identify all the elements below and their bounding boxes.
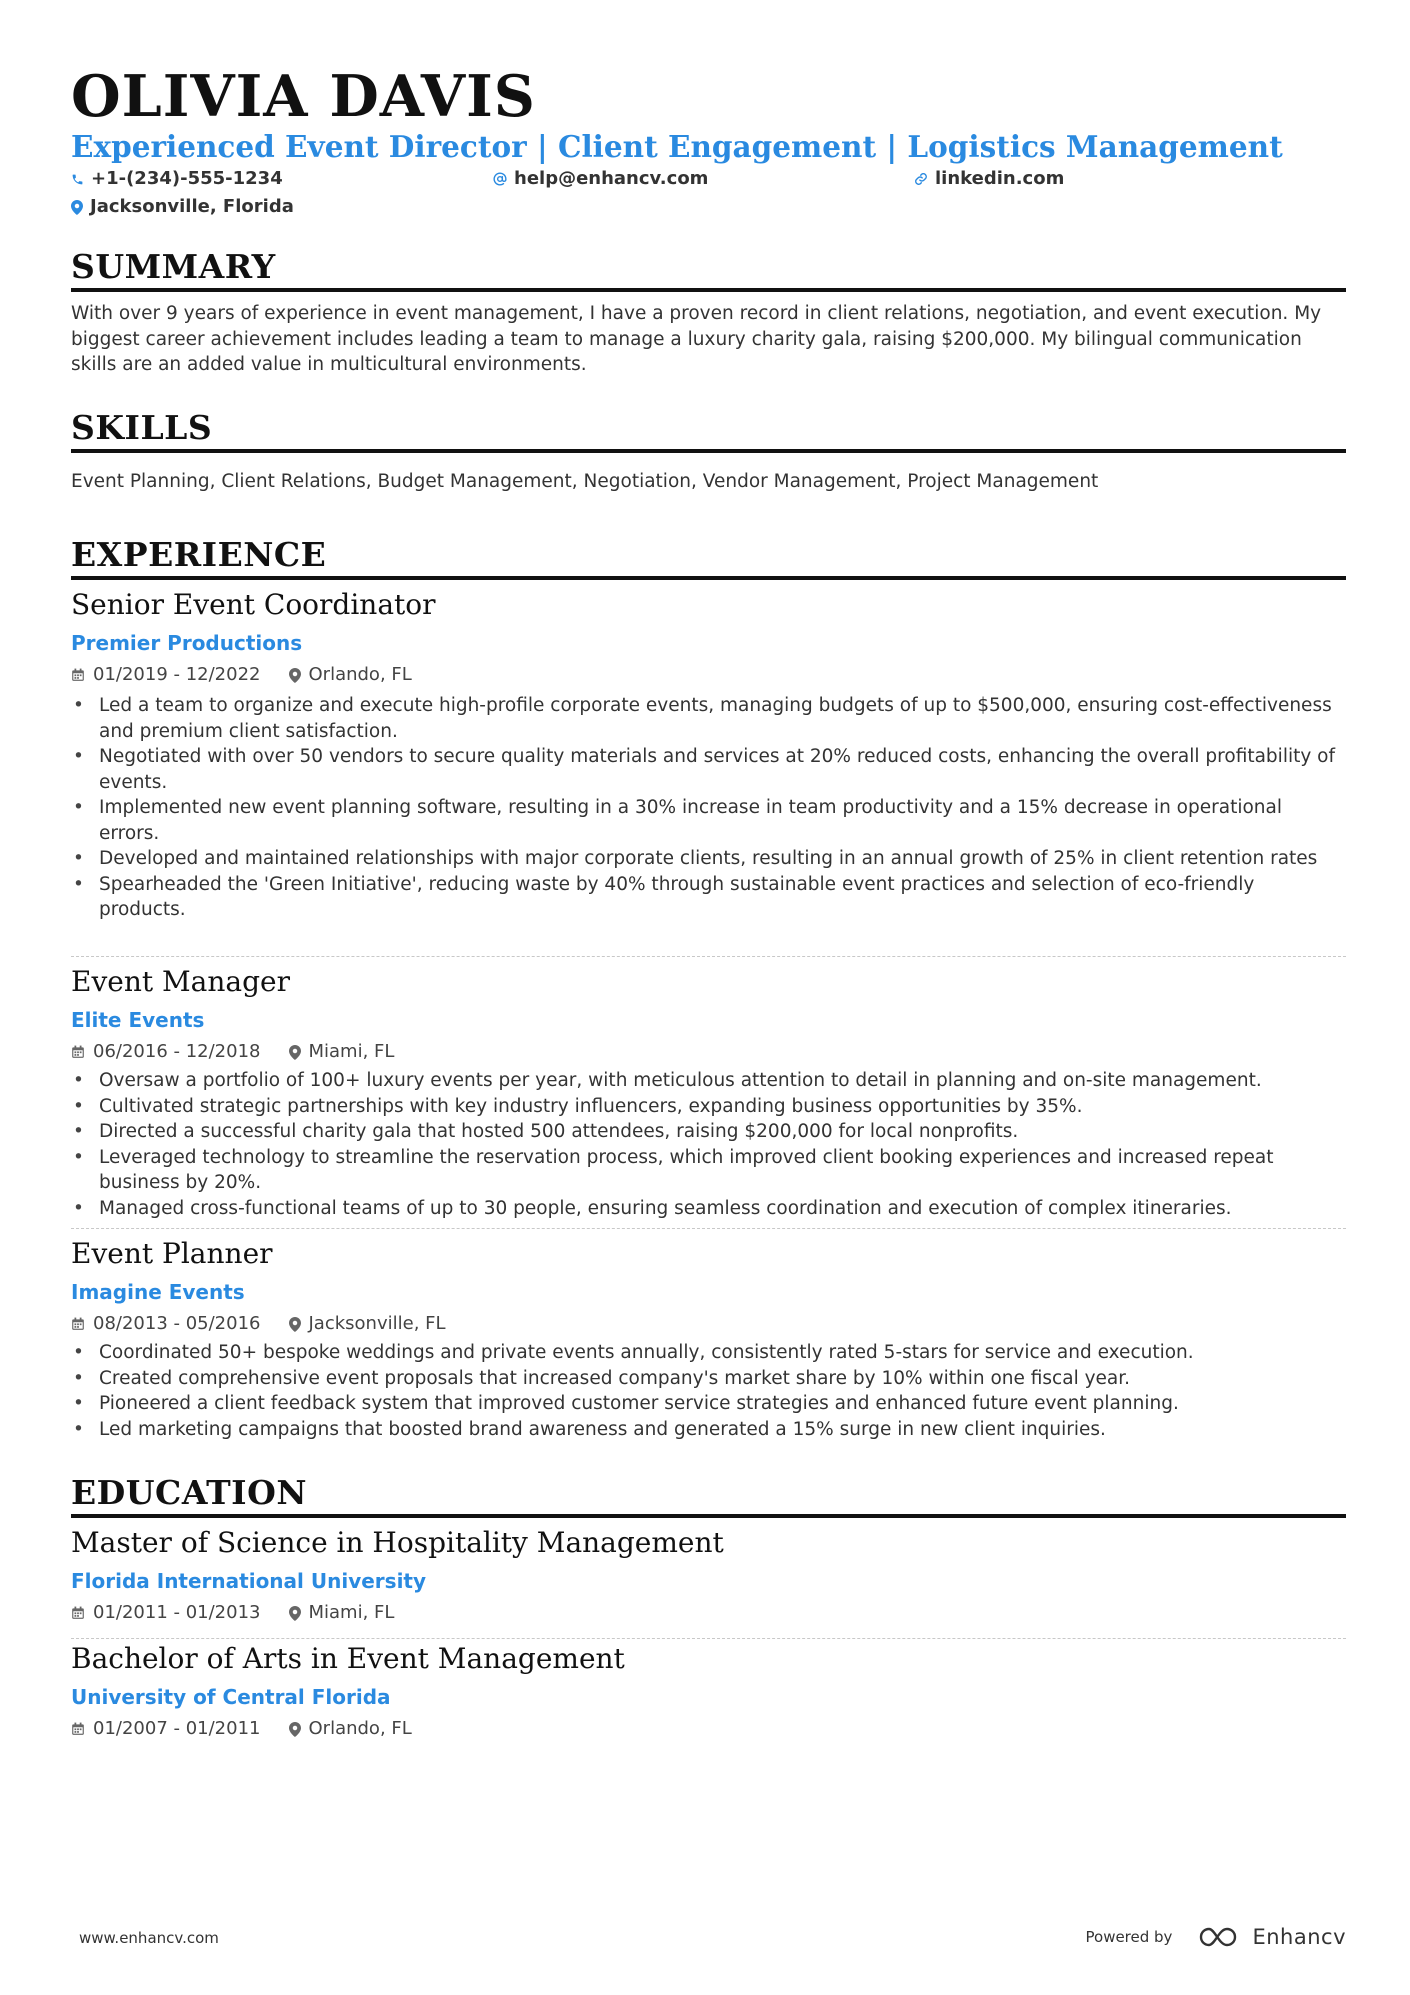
- education-separator: [71, 1638, 1346, 1639]
- calendar-icon: [71, 668, 85, 682]
- job-bullets: [71, 1068, 1346, 1221]
- list-item: • Led marketing campaigns that boosted brand awareness and generated a 15% surge in new client inquiries.: [71, 1417, 1346, 1443]
- job-location: Miami, FL: [308, 1041, 395, 1062]
- enhancv-logo-icon: [1198, 1925, 1244, 1949]
- list-item: • Led a team to organize and execute high-profile corporate events, managing budgets of up to $500,000, ensuring cost-effectiveness and premium client satisfaction.: [71, 693, 1346, 744]
- job-title: Event Planner: [71, 1237, 273, 1270]
- link-icon: [914, 172, 928, 186]
- footer-url[interactable]: www.enhancv.com: [79, 1929, 219, 1947]
- job-location: Jacksonville, FL: [308, 1313, 446, 1334]
- skills-divider: [71, 449, 1346, 453]
- school-name: Florida International University: [71, 1569, 427, 1593]
- education-meta: [71, 1717, 412, 1741]
- list-item: • Negotiated with over 50 vendors to secure quality materials and services at 20% reduced costs, enhancing the overall profitability of events.: [71, 744, 1346, 795]
- skills-text: Event Planning, Client Relations, Budget Management, Negotiation, Vendor Management, Project Management: [71, 471, 1099, 492]
- calendar-icon: [71, 1317, 85, 1331]
- powered-by-label: Powered by: [1085, 1928, 1173, 1946]
- contact-location: [71, 195, 294, 219]
- job-bullets: [71, 693, 1346, 923]
- job-meta: [71, 1040, 394, 1064]
- education-divider: [71, 1514, 1346, 1518]
- list-item: • Created comprehensive event proposals that increased company's market share by 10% within one fiscal year.: [71, 1366, 1346, 1392]
- education-meta: [71, 1601, 394, 1625]
- job-meta: [71, 1312, 446, 1336]
- job-bullets: [71, 1340, 1346, 1442]
- calendar-icon: [71, 1606, 85, 1620]
- job-separator: [71, 1228, 1346, 1229]
- job-dates: 06/2016 - 12/2018: [93, 1041, 261, 1062]
- email-text: help@enhancv.com: [514, 168, 709, 189]
- phone-text: +1-(234)-555-1234: [91, 168, 283, 189]
- list-item: • Coordinated 50+ bespoke weddings and private events annually, consistently rated 5-stars for service and execution.: [71, 1340, 1346, 1366]
- job-separator: [71, 956, 1346, 957]
- company-name: Elite Events: [71, 1008, 205, 1032]
- summary-heading: SUMMARY: [71, 247, 276, 286]
- job-dates: 08/2013 - 05/2016: [93, 1313, 261, 1334]
- list-item: • Spearheaded the 'Green Initiative', reducing waste by 40% through sustainable event practices and selection of eco-friendly products.: [71, 872, 1346, 923]
- contact-email[interactable]: [493, 167, 708, 191]
- list-item: • Managed cross-functional teams of up to 30 people, ensuring seamless coordination and execution of complex itineraries.: [71, 1196, 1346, 1222]
- summary-divider: [71, 288, 1346, 292]
- list-item: • Oversaw a portfolio of 100+ luxury events per year, with meticulous attention to detail in planning and on-site management.: [71, 1068, 1346, 1094]
- list-item: • Cultivated strategic partnerships with key industry influencers, expanding business opportunities by 35%.: [71, 1094, 1346, 1120]
- education-location: Miami, FL: [308, 1602, 395, 1623]
- education-location: Orlando, FL: [308, 1718, 412, 1739]
- contact-phone[interactable]: [71, 167, 283, 191]
- education-dates: 01/2007 - 01/2011: [93, 1718, 261, 1739]
- list-item: • Directed a successful charity gala that hosted 500 attendees, raising $200,000 for local nonprofits.: [71, 1119, 1346, 1145]
- location-pin-icon: [289, 1317, 301, 1332]
- company-name: Imagine Events: [71, 1280, 245, 1304]
- summary-text: With over 9 years of experience in event management, I have a proven record in client relations, negotiation, and event execution. My biggest career achievement includes leading a team to manage a luxury charity gala, raising $200,000. My bilingual communication skills are an added value in multicultural environments.: [71, 303, 1322, 375]
- education-heading: EDUCATION: [71, 1473, 308, 1512]
- calendar-icon: [71, 1045, 85, 1059]
- job-dates: 01/2019 - 12/2022: [93, 664, 261, 685]
- experience-divider: [71, 576, 1346, 580]
- job-title: Event Manager: [71, 965, 290, 998]
- list-item: • Leveraged technology to streamline the reservation process, which improved client booking experiences and increased repeat business by 20%.: [71, 1145, 1346, 1196]
- job-location: Orlando, FL: [308, 664, 412, 685]
- school-name: University of Central Florida: [71, 1685, 391, 1709]
- powered-by[interactable]: [1086, 1925, 1347, 1949]
- contact-linkedin[interactable]: [914, 167, 1064, 191]
- company-name: Premier Productions: [71, 631, 303, 655]
- candidate-name: OLIVIA DAVIS: [71, 63, 536, 130]
- location-text: Jacksonville, Florida: [90, 196, 294, 217]
- list-item: • Developed and maintained relationships with major corporate clients, resulting in an annual growth of 25% in client retention rates: [71, 846, 1346, 872]
- location-pin-icon: [289, 668, 301, 683]
- location-pin-icon: [289, 1722, 301, 1737]
- location-pin-icon: [289, 1606, 301, 1621]
- experience-heading: EXPERIENCE: [71, 535, 327, 574]
- linkedin-text: linkedin.com: [935, 168, 1065, 189]
- list-item: • Pioneered a client feedback system that improved customer service strategies and enhanced future event planning.: [71, 1391, 1346, 1417]
- location-pin-icon: [71, 200, 83, 215]
- job-meta: [71, 663, 412, 687]
- degree-title: Bachelor of Arts in Event Management: [71, 1642, 625, 1675]
- candidate-headline: Experienced Event Director | Client Engagement | Logistics Management: [71, 129, 1283, 164]
- calendar-icon: [71, 1722, 85, 1736]
- at-sign-icon: [493, 172, 507, 186]
- location-pin-icon: [289, 1045, 301, 1060]
- job-title: Senior Event Coordinator: [71, 588, 436, 621]
- degree-title: Master of Science in Hospitality Management: [71, 1526, 724, 1559]
- skills-heading: SKILLS: [71, 408, 213, 447]
- list-item: • Implemented new event planning software, resulting in a 30% increase in team productivity and a 15% decrease in operational errors.: [71, 795, 1346, 846]
- phone-icon: [71, 173, 84, 186]
- education-dates: 01/2011 - 01/2013: [93, 1602, 261, 1623]
- brand-name: Enhancv: [1252, 1925, 1346, 1949]
